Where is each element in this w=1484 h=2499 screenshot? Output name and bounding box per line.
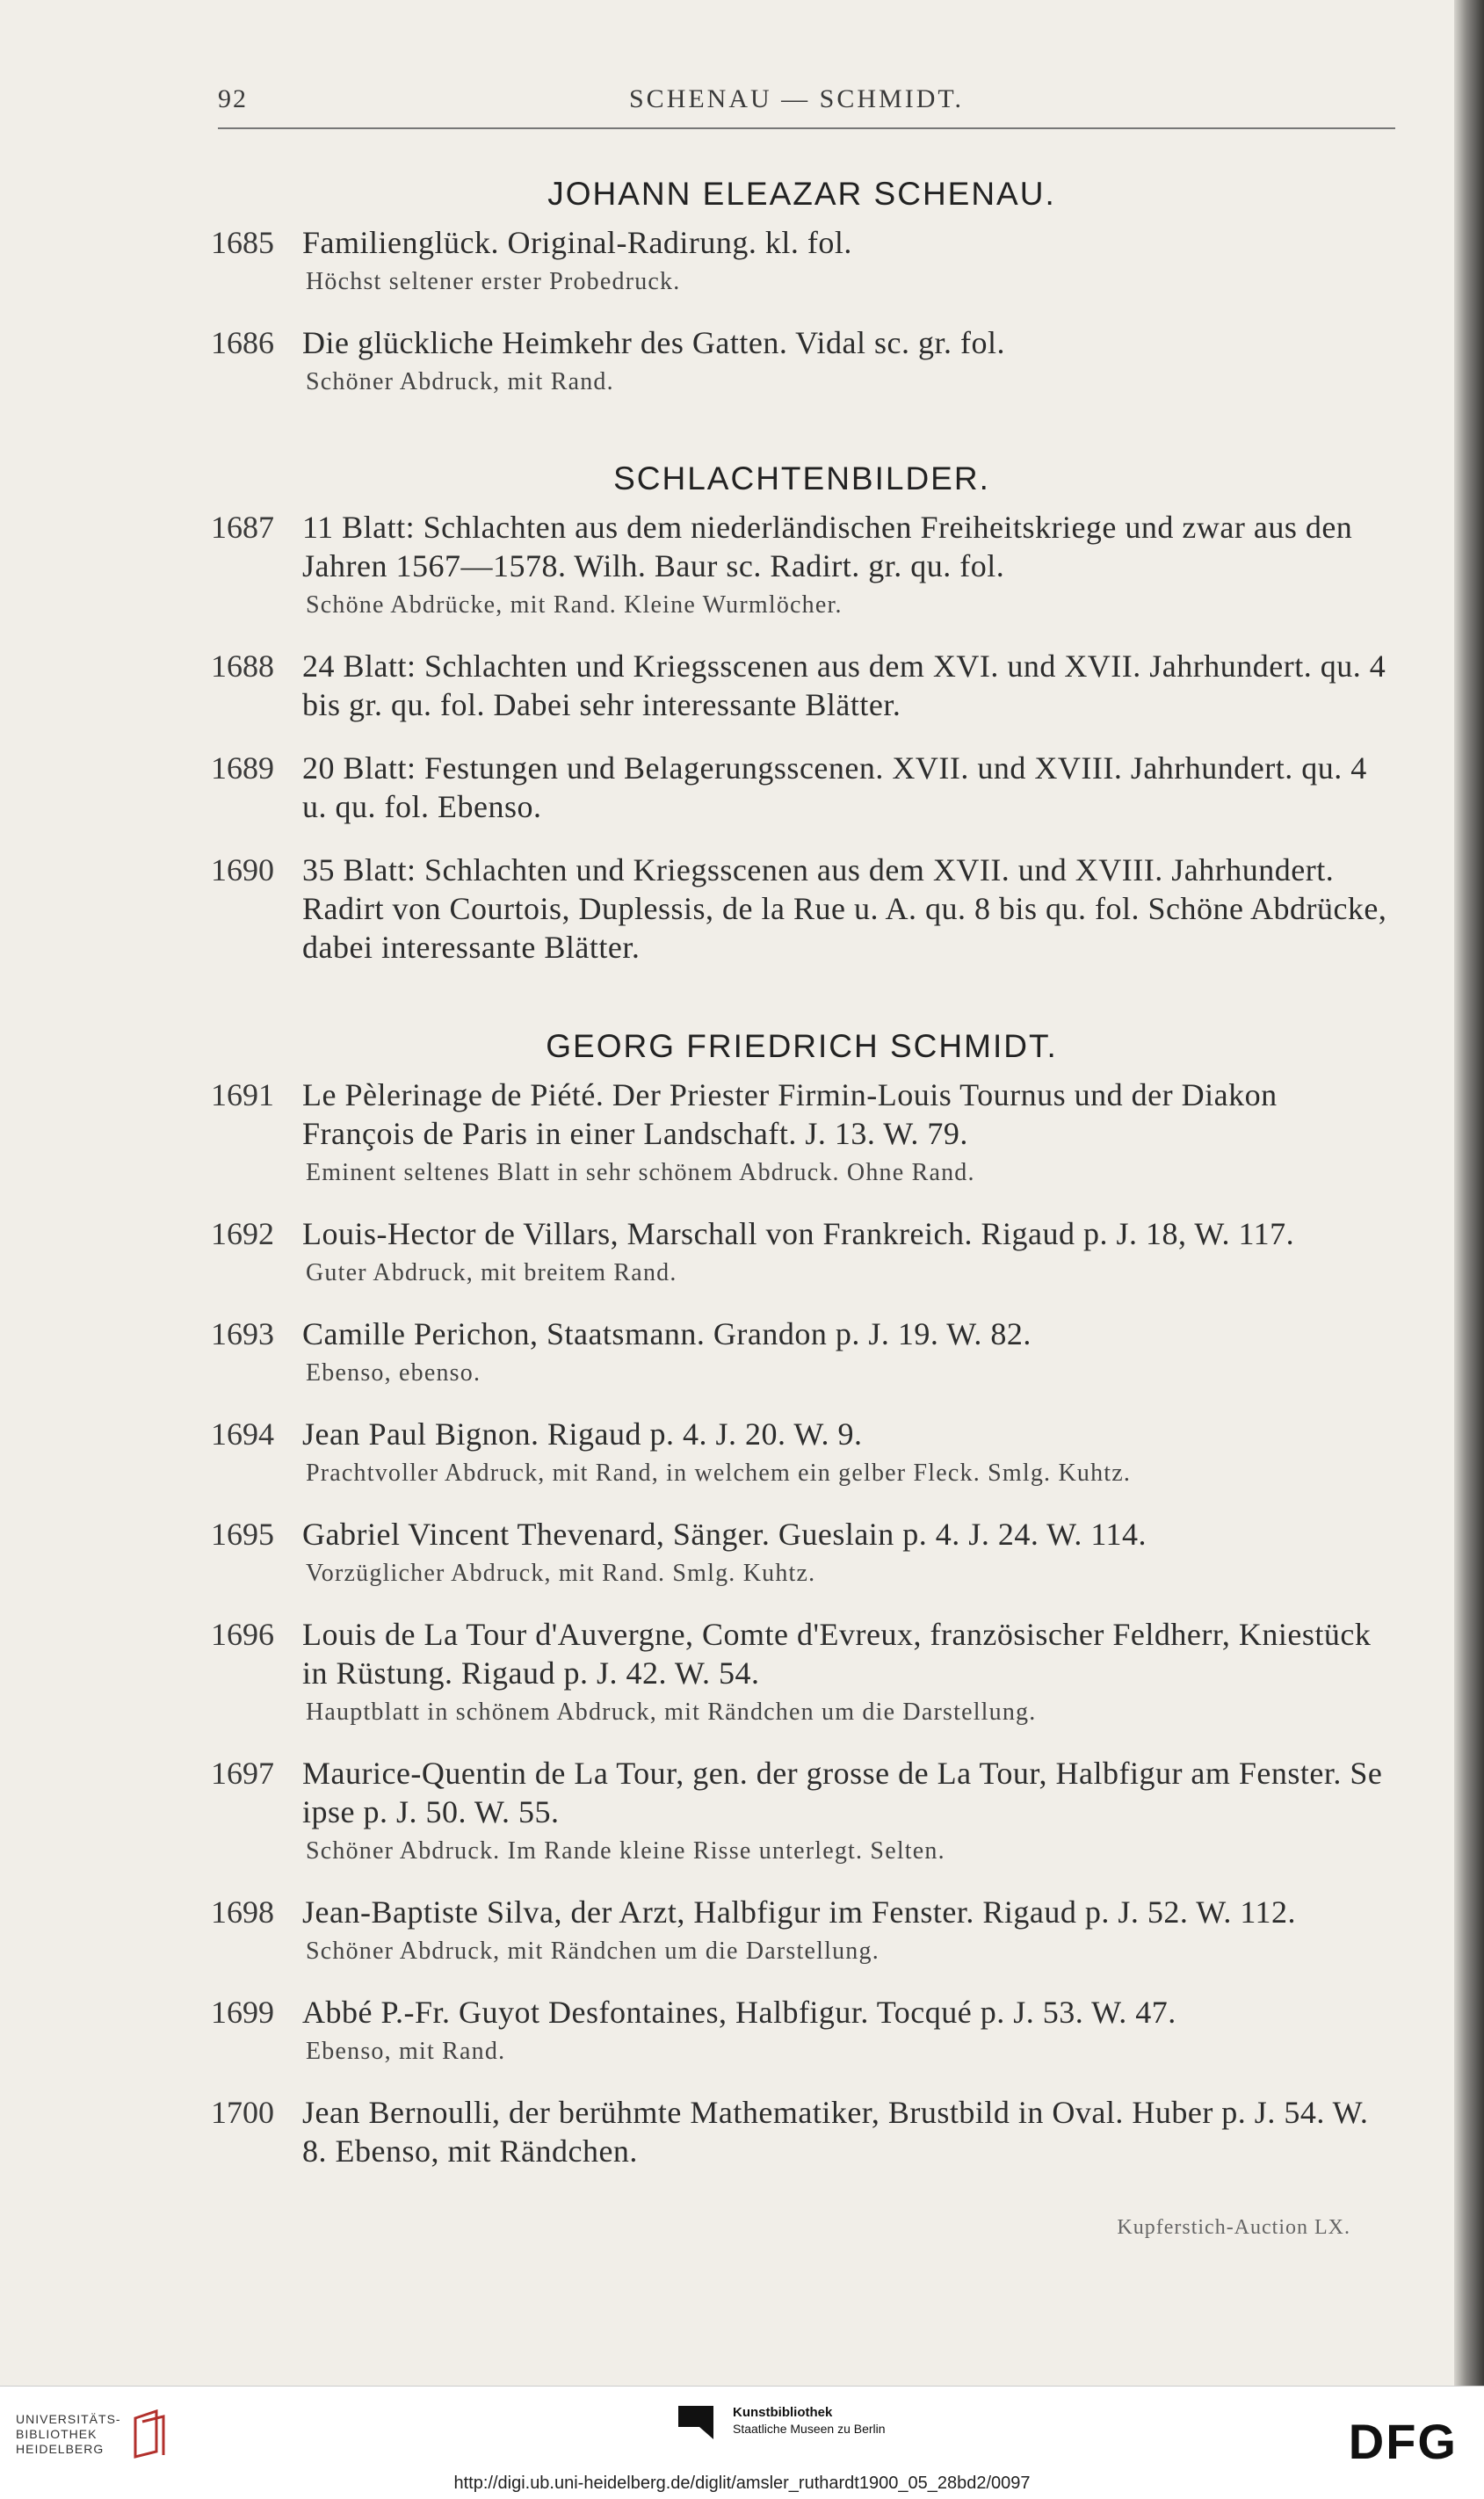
page-url[interactable]: http://digi.ub.uni-heidelberg.de/diglit/amsler_ruthardt1900_05_28bd2/0097 [453,2474,1031,2493]
catalog-entry [211,1076,1393,1190]
lot-condition-note: Vorzüglicher Abdruck, mit Rand. Smlg. Kuhtz. [306,1560,816,1587]
lot-number: 1685 [211,225,274,260]
university-library-logo[interactable] [16,2409,169,2459]
entry-body [302,1415,1393,1490]
lot-description: 11 Blatt: Schlachten aus dem niederländischen Freiheitskriege und zwar aus den Jahren 1567—1578. Wilh. Baur sc. Radirt. gr. qu. fol. [302,510,1353,583]
entry-body [302,1993,1393,2068]
catalog-entry [211,323,1393,399]
lot-number: 1692 [211,1216,274,1251]
running-title: SCHENAU — SCHMIDT. [629,84,964,113]
dfg-logo[interactable]: DFG [1348,2414,1458,2469]
entry-body [302,1214,1393,1290]
university-emblem-icon [130,2409,169,2459]
book-edge [1454,0,1484,2386]
catalog-entry [211,749,1393,826]
lot-description: 35 Blatt: Schlachten und Kriegsscenen aus dem XVII. und XVIII. Jahrhundert. Radirt von Courtois, Duplessis, de la Rue u. A. qu. 8 bis qu. fol. Schöne Abdrücke, dabei interessante Blätter. [302,852,1387,965]
university-line: HEIDELBERG [16,2441,105,2456]
lot-condition-note: Eminent seltenes Blatt in sehr schönem Abdruck. Ohne Rand. [306,1159,975,1186]
section-gap [211,424,1393,460]
catalog-entry [211,223,1393,299]
entry-body [302,508,1393,622]
header-rule [218,127,1395,129]
lot-number: 1691 [211,1077,274,1112]
page-number: 92 [218,84,248,113]
lot-number: 1693 [211,1316,274,1351]
lot-description: Jean-Baptiste Silva, der Arzt, Halbfigur im Fenster. Rigaud p. J. 52. W. 112. [302,1894,1297,1930]
kb-subtitle: Staatliche Museen zu Berlin [733,2421,886,2436]
lot-condition-note: Ebenso, ebenso. [306,1359,481,1387]
entry-body [302,851,1393,967]
lot-description: 20 Blatt: Festungen und Belagerungsscenen. XVII. und XVIII. Jahrhundert. qu. 4 u. qu. fol. Ebenso. [302,750,1367,824]
lot-number: 1689 [211,750,274,786]
section-gap [211,991,1393,1028]
lot-condition-note: Schöner Abdruck. Im Rande kleine Risse unterlegt. Selten. [306,1837,945,1865]
entry-body [302,1615,1393,1729]
lot-number: 1695 [211,1517,274,1552]
entry-body [302,223,1393,299]
lot-condition-note: Schöner Abdruck, mit Rändchen um die Darstellung. [306,1938,880,1965]
section-title: JOHANN ELEAZAR SCHENAU. [547,176,1056,212]
catalog-entry [211,1754,1393,1868]
lot-description: Louis de La Tour d'Auvergne, Comte d'Evreux, französischer Feldherr, Kniestück in Rüstung. Rigaud p. J. 42. W. 54. [302,1617,1372,1691]
lot-description: 24 Blatt: Schlachten und Kriegsscenen aus dem XVI. und XVII. Jahrhundert. qu. 4 bis gr. qu. fol. Dabei sehr interessante Blätter. [302,648,1386,722]
catalog-content [211,176,1393,2195]
catalog-sections [211,176,1393,2170]
lot-number: 1700 [211,2095,274,2130]
catalog-entry [211,1615,1393,1729]
lot-condition-note: Guter Abdruck, mit breitem Rand. [306,1259,677,1286]
catalog-entry [211,508,1393,622]
lot-description: Familienglück. Original-Radirung. kl. fol. [302,225,852,260]
entry-body [302,2093,1393,2170]
lot-description: Le Pèlerinage de Piété. Der Priester Firmin-Louis Tournus und der Diakon François de Paris in einer Landschaft. J. 13. W. 79. [302,1077,1278,1151]
lot-description: Die glückliche Heimkehr des Gatten. Vidal sc. gr. fol. [302,325,1005,360]
catalog-entry [211,1893,1393,1968]
lot-number: 1694 [211,1416,274,1452]
lot-condition-note: Prachtvoller Abdruck, mit Rand, in welchem ein gelber Fleck. Smlg. Kuhtz. [306,1460,1132,1487]
lot-number: 1687 [211,510,274,545]
catalog-entry [211,2093,1393,2170]
catalog-entry [211,647,1393,724]
running-head [0,84,1406,120]
lot-number: 1697 [211,1756,274,1791]
lot-condition-note: Höchst seltener erster Probedruck. [306,268,681,295]
lot-description: Jean Paul Bignon. Rigaud p. 4. J. 20. W. 9. [302,1416,863,1452]
lot-number: 1696 [211,1617,274,1652]
university-line: BIBLIOTHEK [16,2426,98,2441]
university-line: UNIVERSITÄTS- [16,2411,121,2426]
catalog-entry [211,1315,1393,1390]
catalog-entry [211,851,1393,967]
entry-body [302,1315,1393,1390]
kunstbibliothek-text [733,2404,886,2437]
section-title: GEORG FRIEDRICH SCHMIDT. [546,1028,1058,1064]
lot-number: 1698 [211,1894,274,1930]
catalog-entry [211,1415,1393,1490]
lot-description: Abbé P.-Fr. Guyot Desfontaines, Halbfigur. Tocqué p. J. 53. W. 47. [302,1995,1176,2030]
entry-body [302,1076,1393,1190]
entry-body [302,323,1393,399]
lot-description: Maurice-Quentin de La Tour, gen. der grosse de La Tour, Halbfigur am Fenster. Se ipse p. J. 50. W. 55. [302,1756,1383,1829]
lot-description: Louis-Hector de Villars, Marschall von Frankreich. Rigaud p. J. 18, W. 117. [302,1216,1295,1251]
entry-body [302,647,1393,724]
lot-description: Gabriel Vincent Thevenard, Sänger. Gueslain p. 4. J. 24. W. 114. [302,1517,1147,1552]
lot-number: 1688 [211,648,274,684]
kunstbibliothek-emblem-icon [677,2399,726,2441]
digitization-footer [0,2386,1484,2499]
lot-number: 1690 [211,852,274,887]
lot-number: 1699 [211,1995,274,2030]
entry-body [302,1893,1393,1968]
entry-body [302,1754,1393,1868]
kb-title: Kunstbibliothek [733,2404,833,2420]
lot-description: Camille Perichon, Staatsmann. Grandon p. J. 19. W. 82. [302,1316,1032,1351]
lot-number: 1686 [211,325,274,360]
university-library-text [16,2412,121,2457]
entry-body [302,749,1393,826]
signature-mark: Kupferstich-Auction LX. [1117,2216,1350,2239]
catalog-entry [211,1515,1393,1590]
kunstbibliothek-logo[interactable] [677,2399,886,2441]
lot-condition-note: Schöne Abdrücke, mit Rand. Kleine Wurmlöcher. [306,591,843,619]
lot-condition-note: Hauptblatt in schönem Abdruck, mit Rändchen um die Darstellung. [306,1699,1037,1726]
entry-body [302,1515,1393,1590]
lot-condition-note: Schöner Abdruck, mit Rand. [306,368,614,395]
catalog-entry [211,1993,1393,2068]
lot-description: Jean Bernoulli, der berühmte Mathematiker, Brustbild in Oval. Huber p. J. 54. W. 8. Ebenso, mit Rändchen. [302,2095,1369,2169]
section-title: SCHLACHTENBILDER. [613,460,990,496]
catalog-entry [211,1214,1393,1290]
lot-condition-note: Ebenso, mit Rand. [306,2038,506,2065]
